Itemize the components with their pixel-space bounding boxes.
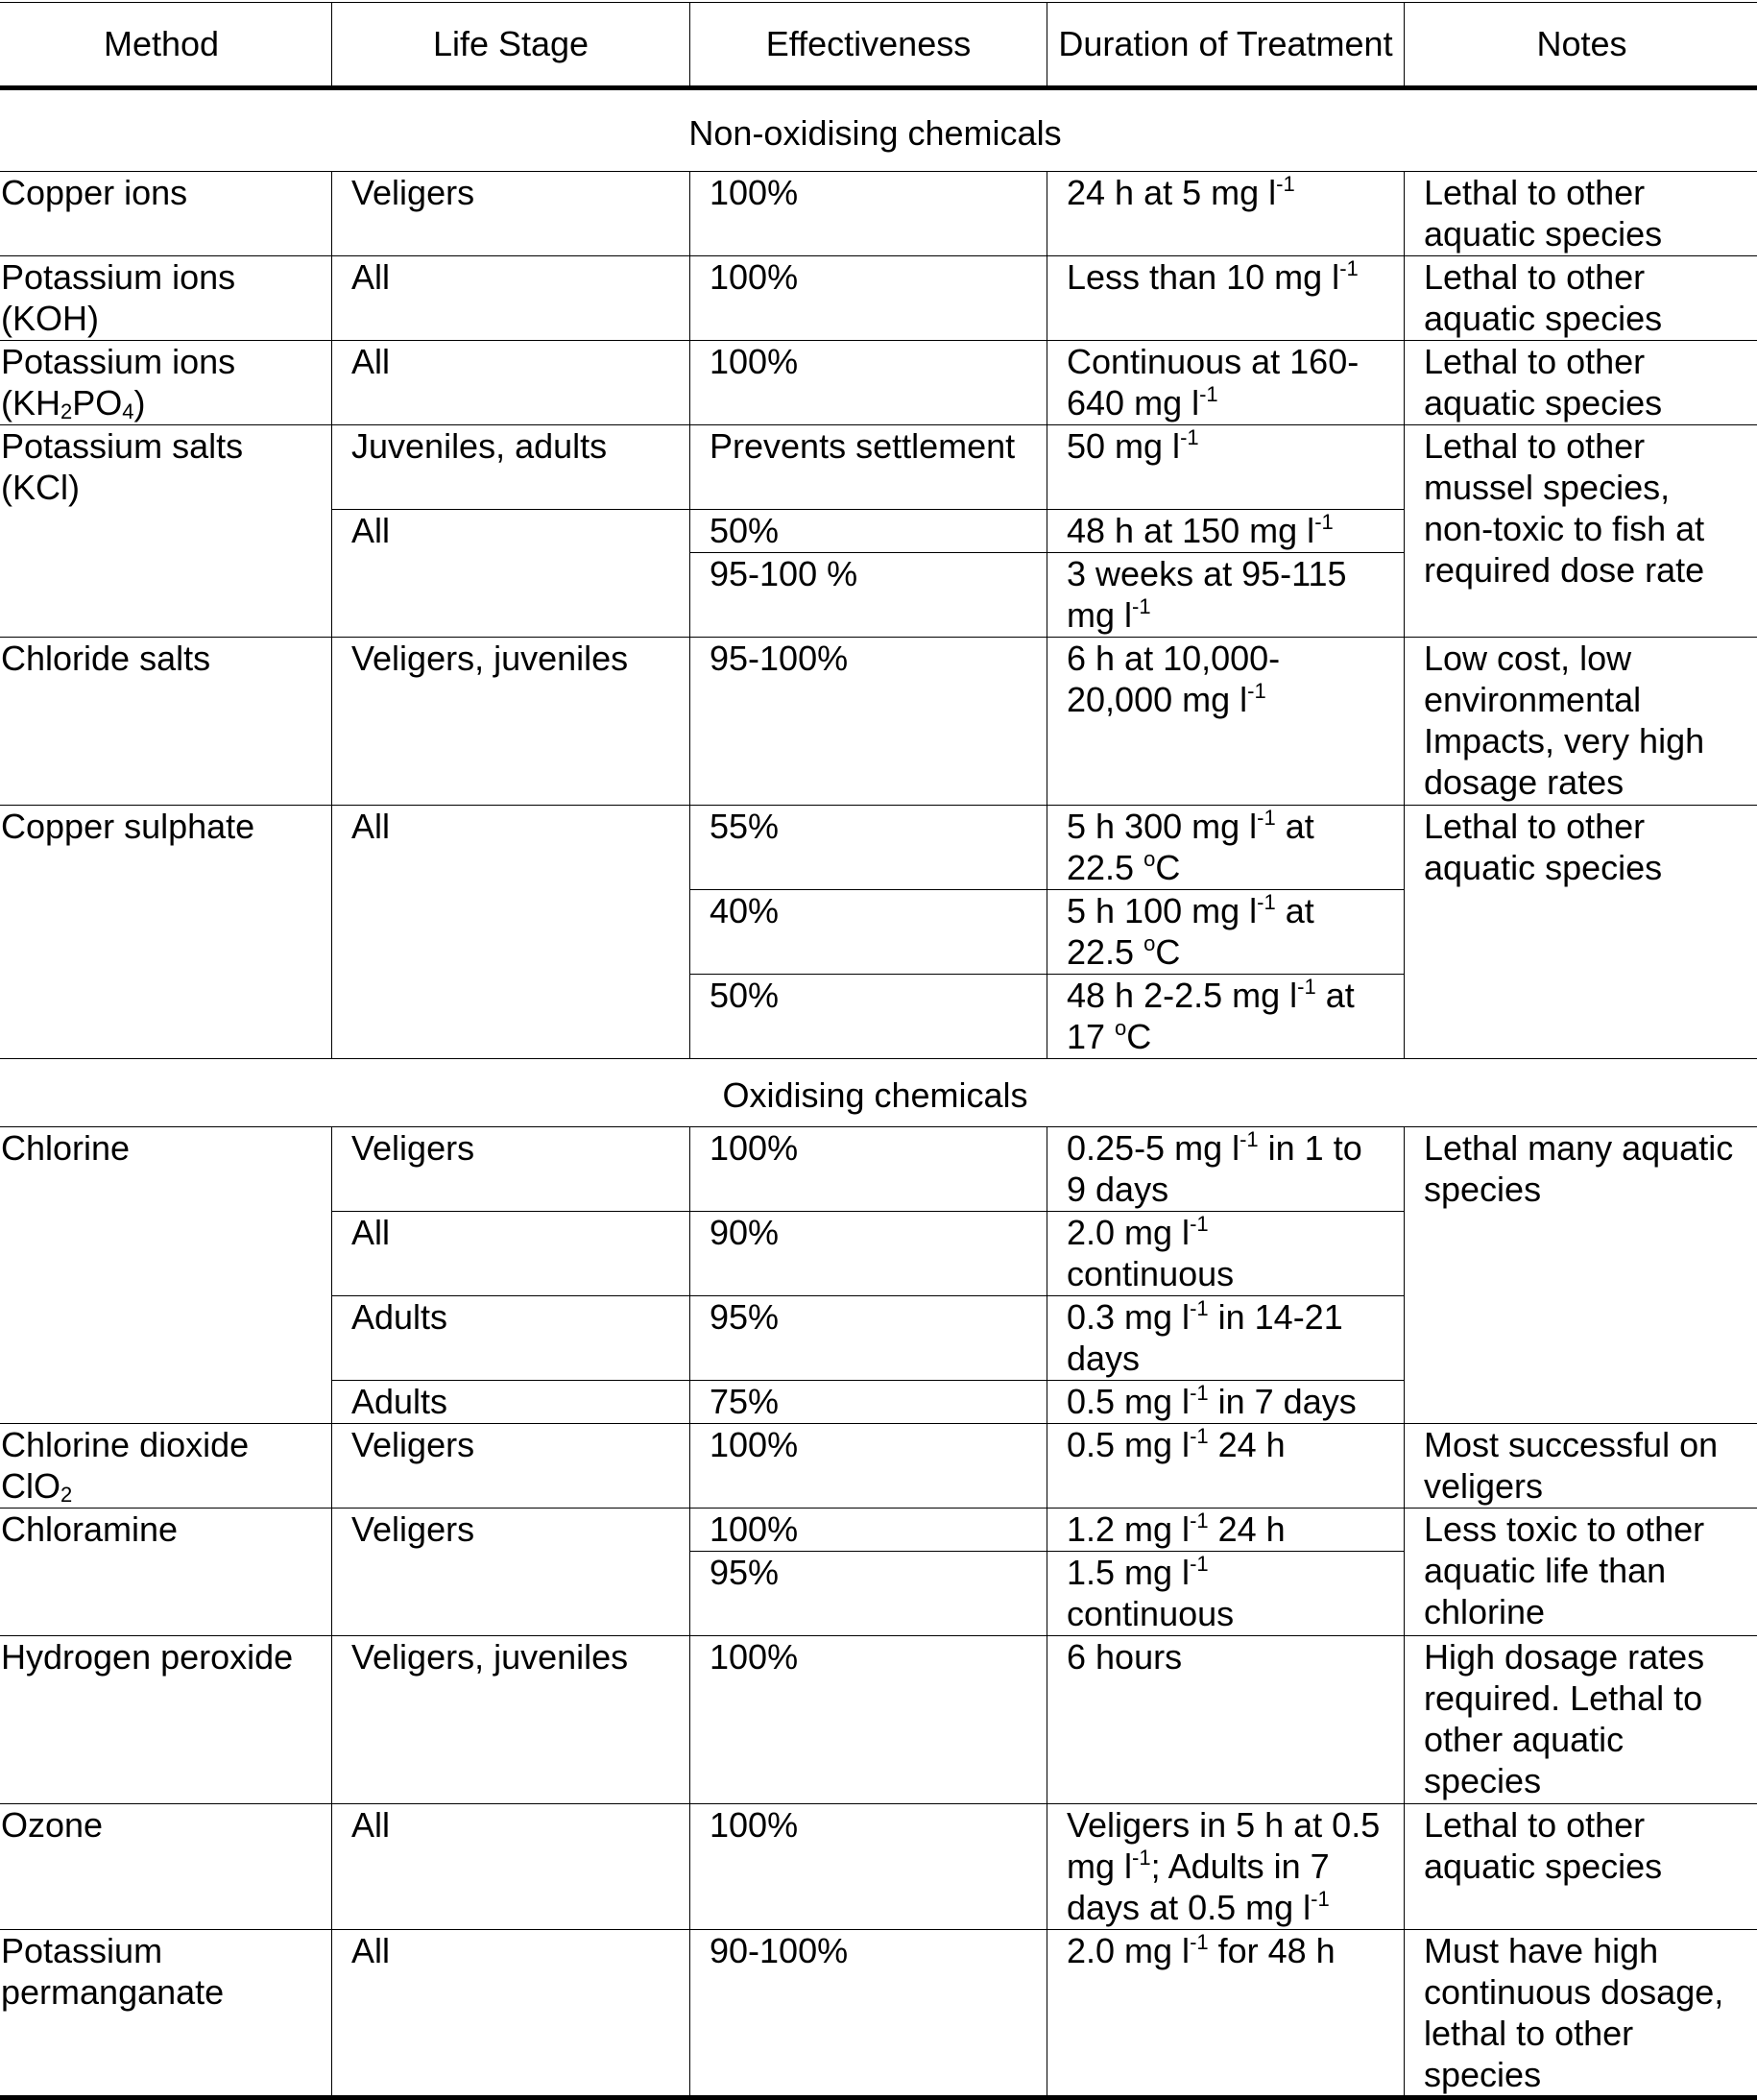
duration-cell: 0.25-5 mg $l^{-1}$ in 1 to 9 days bbox=[1047, 1127, 1405, 1212]
duration-cell: 50 mg $l^{-1}$ bbox=[1047, 425, 1405, 510]
table-row bbox=[0, 341, 1757, 425]
effectiveness-cell: 90-100% bbox=[690, 1930, 1047, 2098]
stage-cell: Veligers bbox=[332, 172, 690, 256]
duration-cell: 0.5 mg $l^{-1}$ 24 h bbox=[1047, 1424, 1405, 1509]
effectiveness-cell: Prevents settlement bbox=[690, 425, 1047, 510]
duration-cell: 48 h at 150 mg $l^{-1}$ bbox=[1047, 510, 1405, 553]
notes-cell: Most successful on veligers bbox=[1405, 1424, 1757, 1509]
method-cell: Chlorine bbox=[0, 1127, 332, 1424]
effectiveness-cell: 50% bbox=[690, 510, 1047, 553]
stage-cell: All bbox=[332, 1930, 690, 2098]
table-row bbox=[0, 1127, 1757, 1212]
stage-cell: Veligers bbox=[332, 1127, 690, 1212]
effectiveness-cell: 100% bbox=[690, 1509, 1047, 1552]
table-row bbox=[0, 1509, 1757, 1552]
notes-cell: Must have high continuous dosage, lethal to other species bbox=[1405, 1930, 1757, 2098]
notes-cell: Lethal to other aquatic species bbox=[1405, 1804, 1757, 1930]
duration-cell: 0.5 mg $l^{-1}$ in 7 days bbox=[1047, 1381, 1405, 1424]
notes-cell: Less toxic to other aquatic life than chlorine bbox=[1405, 1509, 1757, 1636]
stage-cell: All bbox=[332, 510, 690, 638]
stage-cell: All bbox=[332, 256, 690, 341]
stage-cell: Juveniles, adults bbox=[332, 425, 690, 510]
effectiveness-cell: 50% bbox=[690, 975, 1047, 1059]
effectiveness-cell: 75% bbox=[690, 1381, 1047, 1424]
table-row bbox=[0, 1424, 1757, 1509]
method-cell: Ozone bbox=[0, 1804, 332, 1930]
duration-cell: 5 h 300 mg $l^{-1}$ at 22.5 $^o$C bbox=[1047, 806, 1405, 890]
notes-cell: Lethal to other aquatic species bbox=[1405, 341, 1757, 425]
duration-cell: Less than 10 mg $l^{-1}$ bbox=[1047, 256, 1405, 341]
table-row bbox=[0, 172, 1757, 256]
stage-cell: All bbox=[332, 806, 690, 1059]
duration-cell: 2.0 mg $l^{-1}$ continuous bbox=[1047, 1212, 1405, 1296]
header-method: Method bbox=[0, 3, 332, 88]
notes-cell: Low cost, low environmental Impacts, very high dosage rates bbox=[1405, 638, 1757, 806]
effectiveness-cell: 100% bbox=[690, 1424, 1047, 1509]
method-cell: Potassium ions $(KH_2PO_4)$ bbox=[0, 341, 332, 425]
effectiveness-cell: 95-100 % bbox=[690, 553, 1047, 638]
stage-cell: All bbox=[332, 341, 690, 425]
duration-cell: 48 h 2-2.5 mg $l^{-1}$ at 17 $^o$C bbox=[1047, 975, 1405, 1059]
duration-cell: 6 h at 10,000-20,000 mg $l^{-1}$ bbox=[1047, 638, 1405, 806]
effectiveness-cell: 40% bbox=[690, 890, 1047, 975]
header-life-stage: Life Stage bbox=[332, 3, 690, 88]
method-cell: Copper ions bbox=[0, 172, 332, 256]
table-row bbox=[0, 806, 1757, 890]
duration-cell: 5 h 100 mg $l^{-1}$ at 22.5 $^o$C bbox=[1047, 890, 1405, 975]
effectiveness-cell: 100% bbox=[690, 1636, 1047, 1804]
effectiveness-cell: 95% bbox=[690, 1296, 1047, 1381]
stage-cell: Veligers, juveniles bbox=[332, 638, 690, 806]
header-row bbox=[0, 3, 1757, 88]
method-cell: Chloride salts bbox=[0, 638, 332, 806]
method-cell: Copper sulphate bbox=[0, 806, 332, 1059]
notes-cell: Lethal many aquatic species bbox=[1405, 1127, 1757, 1424]
duration-cell: 1.2 mg $l^{-1}$ 24 h bbox=[1047, 1509, 1405, 1552]
duration-cell: 24 h at 5 mg $l^{-1}$ bbox=[1047, 172, 1405, 256]
stage-cell: Veligers bbox=[332, 1424, 690, 1509]
header-duration: Duration of Treatment bbox=[1047, 3, 1405, 88]
notes-cell: High dosage rates required. Lethal to other aquatic species bbox=[1405, 1636, 1757, 1804]
effectiveness-cell: 100% bbox=[690, 1804, 1047, 1930]
method-cell: Potassium permanganate bbox=[0, 1930, 332, 2098]
duration-cell: 6 hours bbox=[1047, 1636, 1405, 1804]
stage-cell: Adults bbox=[332, 1296, 690, 1381]
notes-cell: Lethal to other aquatic species bbox=[1405, 806, 1757, 1059]
notes-cell: Lethal to other aquatic species bbox=[1405, 172, 1757, 256]
effectiveness-cell: 95% bbox=[690, 1552, 1047, 1636]
treatment-table bbox=[0, 2, 1757, 2100]
effectiveness-cell: 100% bbox=[690, 256, 1047, 341]
effectiveness-cell: 100% bbox=[690, 1127, 1047, 1212]
table-row bbox=[0, 256, 1757, 341]
section-title: Non-oxidising chemicals bbox=[0, 88, 1757, 172]
effectiveness-cell: 100% bbox=[690, 341, 1047, 425]
duration-cell: Veligers in 5 h at 0.5 mg $l^{-1}$; Adults in 7 days at 0.5 mg $l^{-1}$ bbox=[1047, 1804, 1405, 1930]
method-cell: Potassium ions (KOH) bbox=[0, 256, 332, 341]
header-notes: Notes bbox=[1405, 3, 1757, 88]
effectiveness-cell: 55% bbox=[690, 806, 1047, 890]
table-row bbox=[0, 638, 1757, 806]
duration-cell: 2.0 mg $l^{-1}$ for 48 h bbox=[1047, 1930, 1405, 2098]
duration-cell: 0.3 mg $l^{-1}$ in 14-21 days bbox=[1047, 1296, 1405, 1381]
notes-cell: Lethal to other aquatic species bbox=[1405, 256, 1757, 341]
stage-cell: All bbox=[332, 1804, 690, 1930]
table-row bbox=[0, 425, 1757, 510]
stage-cell: Adults bbox=[332, 1381, 690, 1424]
table-row bbox=[0, 1804, 1757, 1930]
effectiveness-cell: 90% bbox=[690, 1212, 1047, 1296]
effectiveness-cell: 95-100% bbox=[690, 638, 1047, 806]
table-row bbox=[0, 1636, 1757, 1804]
header-effectiveness: Effectiveness bbox=[690, 3, 1047, 88]
section-title: Oxidising chemicals bbox=[0, 1059, 1757, 1127]
effectiveness-cell: 100% bbox=[690, 172, 1047, 256]
method-cell: Chlorine dioxide ClO$_2$ bbox=[0, 1424, 332, 1509]
section-row bbox=[0, 1059, 1757, 1127]
section-row bbox=[0, 88, 1757, 172]
stage-cell: Veligers bbox=[332, 1509, 690, 1636]
notes-cell: Lethal to other mussel species, non-toxic to fish at required dose rate bbox=[1405, 425, 1757, 638]
stage-cell: Veligers, juveniles bbox=[332, 1636, 690, 1804]
method-cell: Potassium salts (KCl) bbox=[0, 425, 332, 638]
stage-cell: All bbox=[332, 1212, 690, 1296]
duration-cell: 3 weeks at 95-115 mg $l^{-1}$ bbox=[1047, 553, 1405, 638]
method-cell: Hydrogen peroxide bbox=[0, 1636, 332, 1804]
table-row bbox=[0, 1930, 1757, 2098]
duration-cell: 1.5 mg $l^{-1}$ continuous bbox=[1047, 1552, 1405, 1636]
method-cell: Chloramine bbox=[0, 1509, 332, 1636]
duration-cell: Continuous at 160-640 mg $l^{-1}$ bbox=[1047, 341, 1405, 425]
